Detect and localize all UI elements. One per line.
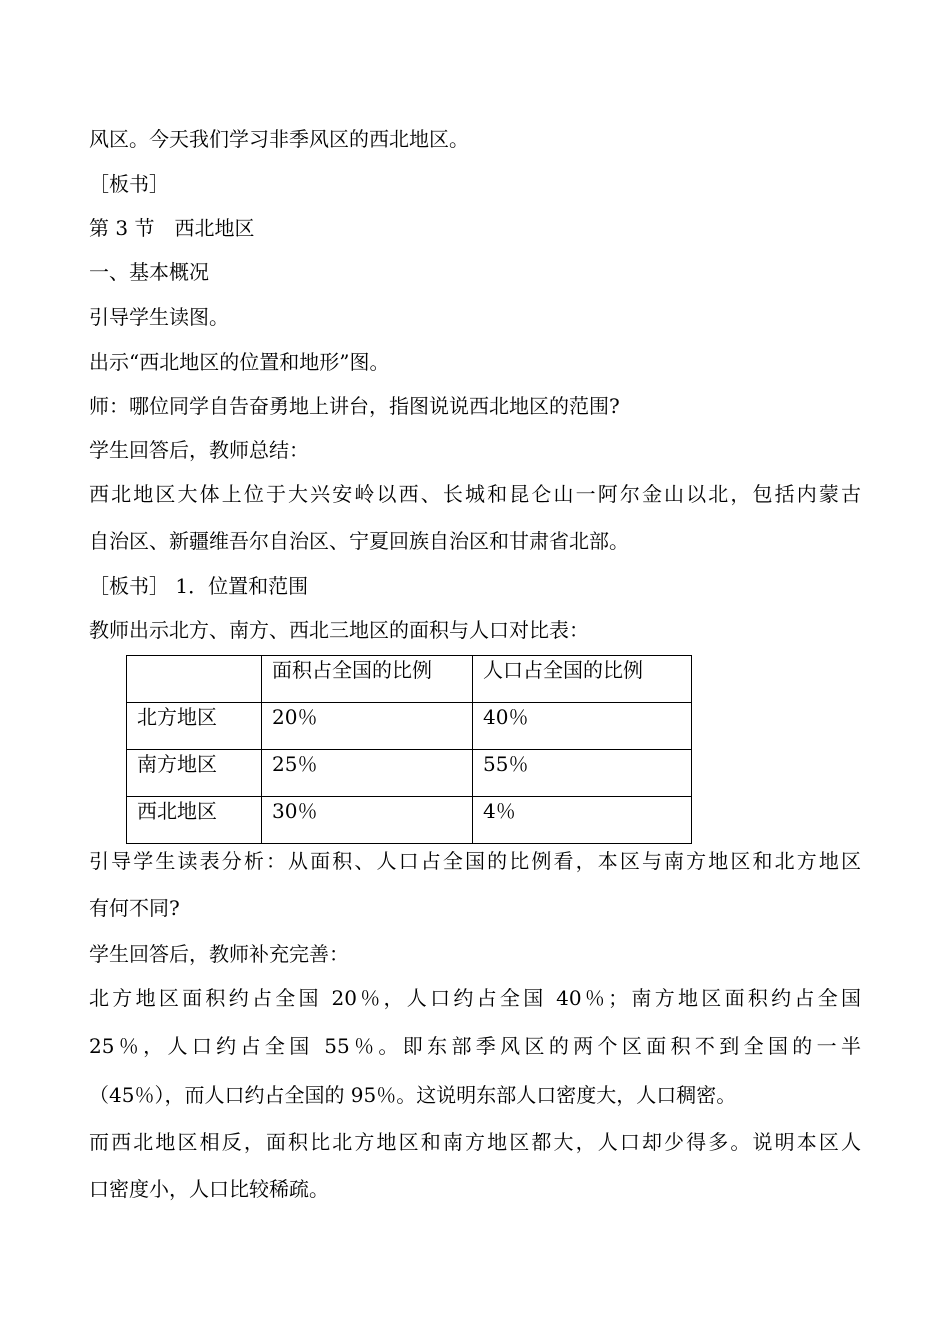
northwest-contrast-line-2: 口密度小，人口比较稀疏。 — [89, 1177, 329, 1201]
board-note-position: ［板书］ 1．位置和范围 — [89, 574, 309, 598]
comparison-line-1: 北方地区面积约占全国 20％，人口约占全国 40％；南方地区面积约占全国 — [89, 986, 861, 1010]
table-row — [127, 750, 692, 797]
teacher-supplement-intro: 学生回答后，教师补充完善： — [89, 942, 349, 966]
table-cell: 南方地区 — [127, 750, 262, 797]
region-extent-line-2: 自治区、新疆维吾尔自治区、宁夏回族自治区和甘肃省北部。 — [89, 529, 629, 553]
comparison-line-2: 25％，人口约占全国 55％。即东部季风区的两个区面积不到全国的一半 — [89, 1034, 861, 1058]
board-note-label: ［板书］ — [89, 172, 169, 196]
table-cell: 55％ — [473, 750, 692, 797]
region-extent-line-1: 西北地区大体上位于大兴安岭以西、长城和昆仑山一阿尔金山以北，包括内蒙古 — [89, 482, 861, 506]
analysis-question-line-2: 有何不同? — [89, 896, 180, 920]
subsection-heading: 一、基本概况 — [89, 260, 209, 284]
table-header-cell — [127, 656, 262, 703]
table-row — [127, 703, 692, 750]
table-cell: 4％ — [473, 797, 692, 844]
table-header-cell: 面积占全国的比例 — [262, 656, 473, 703]
table-cell: 北方地区 — [127, 703, 262, 750]
table-header-cell: 人口占全国的比例 — [473, 656, 692, 703]
table-intro: 教师出示北方、南方、西北三地区的面积与人口对比表： — [89, 618, 589, 642]
table-header-row — [127, 656, 692, 703]
instruction-read-map: 引导学生读图。 — [89, 305, 229, 329]
table-cell: 30％ — [262, 797, 473, 844]
paragraph-intro-end: 风区。今天我们学习非季风区的西北地区。 — [89, 127, 469, 151]
table-cell: 40％ — [473, 703, 692, 750]
teacher-summary-intro: 学生回答后，教师总结： — [89, 438, 309, 462]
comparison-line-3: （45％），而人口约占全国的 95％。这说明东部人口密度大，人口稠密。 — [89, 1083, 737, 1107]
area-population-table — [126, 655, 692, 844]
analysis-question-line-1: 引导学生读表分析：从面积、人口占全国的比例看，本区与南方地区和北方地区 — [89, 849, 861, 873]
table-cell: 20％ — [262, 703, 473, 750]
table-row — [127, 797, 692, 844]
table-cell: 西北地区 — [127, 797, 262, 844]
northwest-contrast-line-1: 而西北地区相反，面积比北方地区和南方地区都大，人口却少得多。说明本区人 — [89, 1130, 861, 1154]
teacher-question: 师：哪位同学自告奋勇地上讲台，指图说说西北地区的范围? — [89, 394, 620, 418]
table-cell: 25％ — [262, 750, 473, 797]
instruction-show-map: 出示“西北地区的位置和地形”图。 — [89, 350, 390, 374]
section-title: 第 3 节 西北地区 — [89, 216, 255, 240]
